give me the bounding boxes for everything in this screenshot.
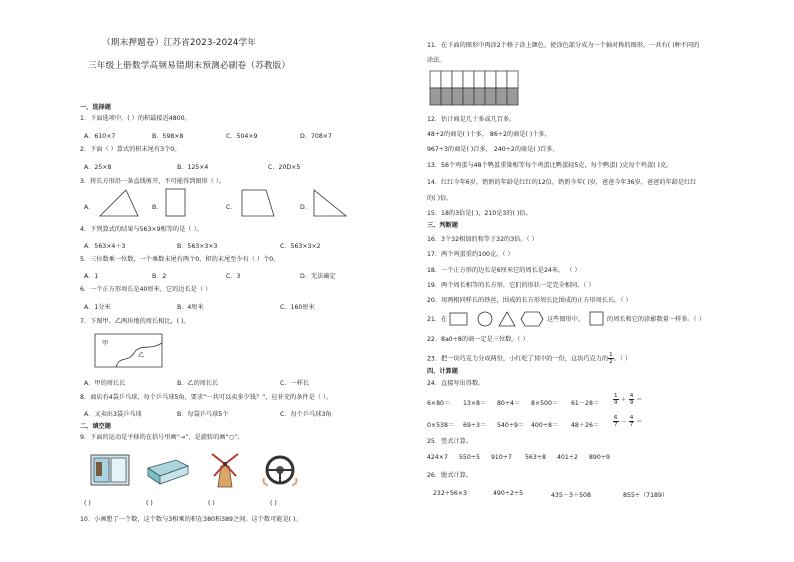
title-line-2: 三年级上册数学高频易错期末预测必刷卷（苏教版）: [88, 61, 291, 71]
mixed-calc-item: 855÷（7189）: [623, 492, 669, 499]
grid-cell[interactable]: [474, 71, 485, 88]
calc-item: 0×538＝: [427, 422, 455, 429]
q9-blank-4[interactable]: ( ): [270, 500, 277, 507]
q5-option-d: D．无法确定: [300, 273, 336, 280]
denominator: 7: [614, 422, 618, 428]
fraction-expr-1: [613, 393, 642, 406]
question-2: 2．下面（ ）算式的积末尾有3个0。: [80, 146, 181, 153]
question-13: 13．56个鸡蛋与48个鸭蛋重量相等每个鸡蛋比鸭蛋轻5克，每个鸭蛋( )克每个鸡蛋( )克。: [427, 162, 673, 169]
q1-option-d: D．708×7: [300, 133, 332, 140]
operator: －: [620, 418, 627, 426]
fraction: [629, 415, 635, 428]
calc-item: 13×8＝: [463, 400, 487, 407]
fraction-numerator: 1: [609, 352, 613, 358]
denominator: 7: [629, 422, 634, 428]
calc-item: 69÷3＝: [463, 422, 487, 429]
q2-option-b: B．125×4: [177, 164, 209, 171]
grid-cell[interactable]: [463, 71, 474, 88]
vertical-calc-item: 890÷9: [589, 454, 610, 461]
q1-option-c: C．504×9: [226, 133, 258, 140]
question-21-prefix: 21．在: [427, 316, 448, 323]
question-9: 9．下面的运动是平移的在括号里画“→”，是旋转的画“○”。: [80, 434, 244, 441]
q5-option-c: C．3: [226, 273, 241, 280]
q8-option-c: C．每个乒乓球3角: [280, 411, 332, 418]
q3-option-b: B．: [152, 204, 163, 211]
equals-sign: ＝: [636, 396, 643, 404]
numerator: 1: [614, 393, 618, 399]
q5-option-a: A．1: [84, 273, 99, 280]
numerator: 4: [629, 393, 634, 399]
q3-option-a: A．: [84, 204, 95, 211]
question-1: 1．下面选项中，( ）的积最接近4800。: [80, 115, 191, 122]
q6-option-a: A．1分米: [84, 304, 111, 311]
grid-cell[interactable]: [430, 88, 441, 105]
field-shape-diagram: [94, 333, 164, 369]
vertical-calc-item: 910÷7: [491, 454, 512, 461]
sliding-window-icon: [90, 454, 130, 486]
square-shape-icon: [589, 311, 605, 327]
q4-option-b: B．563×3×3: [177, 243, 218, 250]
fraction: [613, 393, 619, 406]
q9-blank-1[interactable]: ( ): [84, 500, 91, 507]
q2-option-c: C．20D×5: [268, 164, 301, 171]
q1-option-a: A．610×7: [84, 133, 116, 140]
steering-wheel-icon: [260, 454, 300, 486]
vertical-calc-item: 563÷8: [525, 454, 546, 461]
question-16: 16．3个32相加的和等于32的3倍。（ ）: [427, 236, 538, 243]
question-25: 25．竖式计算。: [427, 438, 472, 445]
title-line-1: （期末押题卷）江苏省2023-2024学年: [102, 38, 257, 48]
question-14: 14．红红今年6岁，奶奶的年龄是红红的12倍，奶奶今年( )岁，爸爸今年36岁，爸爸的年龄是红红: [427, 179, 697, 186]
q2-option-a: A．25×8: [84, 164, 112, 171]
question-3: 3．将长方形沿一条直线剪开，不可能得到图形（ ）。: [80, 178, 226, 185]
q3-option-c: C．: [226, 204, 237, 211]
denominator: 9: [614, 400, 618, 406]
left-column: [80, 0, 380, 562]
q4-option-c: C．563×3×2: [280, 243, 321, 250]
mixed-calc-item: 232÷56×3: [433, 490, 467, 497]
grid-cell[interactable]: [452, 71, 463, 88]
numerator: 6: [614, 415, 618, 421]
equals-sign: ＝: [636, 418, 643, 426]
fraction-denominator: 2: [609, 359, 613, 365]
calc-item: 6×80＝: [427, 400, 451, 407]
operator: ＋: [620, 396, 627, 404]
calc-item: 48＋26＝: [571, 422, 600, 429]
question-14-cont: 的( )倍。: [427, 195, 453, 202]
section-fill: 二、填空题: [80, 423, 111, 430]
q12-line-2: 967÷3的商是( )百多， 240÷2的商是( )百多。: [427, 146, 559, 153]
question-21-end: 的周长和它的涂影数量一样多。（ ）: [607, 316, 705, 323]
fraction: [613, 415, 619, 428]
grid-cell[interactable]: [496, 71, 507, 88]
q9-blank-2[interactable]: ( ): [146, 500, 153, 507]
grid-figure[interactable]: [429, 70, 529, 108]
grid-cell[interactable]: [507, 71, 518, 88]
question-22: 22．8a0÷8的商一定是三位数。（ ）: [427, 336, 529, 343]
question-6: 6．一个正方形周长是40厘米，它的边长是（ ）: [80, 286, 212, 293]
question-12: 12．估计商是几十多或几百多。: [427, 116, 516, 123]
question-15: 15．18的3倍是( )，210是3的( )倍。: [427, 210, 532, 217]
q23-suffix: 。（ ）: [613, 355, 632, 363]
section-judge: 三、判断题: [427, 222, 458, 229]
grid-cell[interactable]: [485, 71, 496, 88]
calc-item: 540÷9＝: [497, 422, 525, 429]
q8-option-b: B．每袋乒乓球5个: [177, 411, 229, 418]
q9-blank-3[interactable]: ( ): [208, 500, 215, 507]
section-calc: 四、计算题: [427, 368, 458, 375]
windmill-icon: [210, 452, 240, 488]
q7-option-c: C．一样长: [280, 380, 310, 387]
grid-cell[interactable]: [463, 88, 474, 105]
calc-item: 400÷8＝: [531, 422, 559, 429]
field-label-a: 甲: [102, 340, 109, 347]
calc-item: 80÷4＝: [497, 400, 521, 407]
section-choice: 一、选择题: [80, 104, 111, 111]
mixed-calc-item: 435－3＋508: [551, 492, 591, 499]
q8-option-a: A．又卖出3袋乒乓球: [84, 411, 142, 418]
shape-row: [449, 310, 561, 328]
question-19: 19．两个周长相等的长方形，它们的形状一定完全相同。（ ）: [427, 282, 595, 289]
grid-cell[interactable]: [474, 88, 485, 105]
q7-option-a: A．甲的周长长: [84, 380, 126, 387]
question-7: 7．下图甲、乙两块地的周长相比，( )。: [80, 318, 190, 325]
question-21-middle: 这些图形中，: [547, 316, 585, 323]
q5-option-b: B．2: [152, 273, 167, 280]
grid-cell[interactable]: [507, 88, 518, 105]
grid-cell[interactable]: [441, 71, 452, 88]
question-17: 17．两个鸡蛋重约100克。（ ）: [427, 251, 514, 258]
question-26: 26．脱式计算。: [427, 472, 472, 479]
vertical-calc-item: 550÷5: [459, 454, 480, 461]
q6-option-b: B．4厘米: [177, 304, 204, 311]
grid-cell[interactable]: [485, 88, 496, 105]
question-18: 18．一个正方形的边长是6厘米它的周长是24米。 （ ）: [427, 267, 581, 274]
calc-item: 61－28＝: [571, 400, 600, 407]
q23-text: 23．把一块巧克力分成两份，小红吃了其中的一份，这块巧克力的: [427, 355, 609, 363]
q4-option-a: A．563×4＋3: [84, 243, 126, 250]
calc-item: 8×500＝: [531, 400, 559, 407]
q3-option-d: D．: [300, 204, 311, 211]
fraction-expr-2: [613, 415, 642, 428]
denominator: 9: [629, 400, 634, 406]
vertical-calc-item: 424×7: [427, 454, 448, 461]
question-24: 24．直接写出得数。: [427, 380, 485, 387]
question-11: 11．在下面的图形中再涂2个格子涂上颜色，使涂色部分成为一个轴对称的图形，一共有( )种不同的: [427, 42, 700, 49]
field-label-b: 乙: [138, 352, 145, 359]
drawer-icon: [146, 458, 190, 486]
numerator: 4: [629, 415, 634, 421]
question-5: 5．三位数乘一位数，一个乘数末尾有两个0，积的末尾至少有（ ）个0。: [80, 256, 280, 263]
mixed-calc-item: 490÷2÷5: [493, 490, 524, 497]
grid-cell[interactable]: [452, 88, 463, 105]
question-8: 8．商店有4袋乒乓球，每个乒乓球5角，要求“一共可以卖多少钱？”，应补充的条件是（ ）。: [80, 394, 333, 401]
question-10: 10．小画想了一个数，这个数与3相乘的积在380和389之间。这个数可能是( )。: [80, 516, 302, 523]
q7-option-b: B．乙的周长长: [177, 380, 219, 387]
trapezoid-shape-icon: [240, 188, 276, 218]
rectangle-shape-icon: [165, 188, 187, 218]
right-triangle-shape-icon: [312, 188, 348, 218]
grid-cell[interactable]: [430, 71, 441, 88]
triangle-shape-icon: [100, 188, 140, 218]
q12-line-1: 48÷2的商是( )十多， 86÷2的商是( )十多，: [427, 131, 551, 138]
question-20: 20．用两根同样长的铁丝，围成的长方形周长比围成的正方形周长长。（ ）: [427, 297, 632, 304]
q1-option-b: B．598×8: [152, 133, 184, 140]
fraction: [629, 393, 635, 406]
grid-cell[interactable]: [496, 88, 507, 105]
vertical-calc-item: 401÷2: [557, 454, 578, 461]
q6-option-c: C．160厘米: [280, 304, 315, 311]
right-column: [427, 0, 767, 562]
grid-cell[interactable]: [441, 88, 452, 105]
question-23: [427, 352, 631, 365]
question-11-cont: 涂法。: [427, 57, 446, 64]
question-4: 4．下列算式的结果与563×9相等的是（ ）。: [80, 226, 203, 233]
